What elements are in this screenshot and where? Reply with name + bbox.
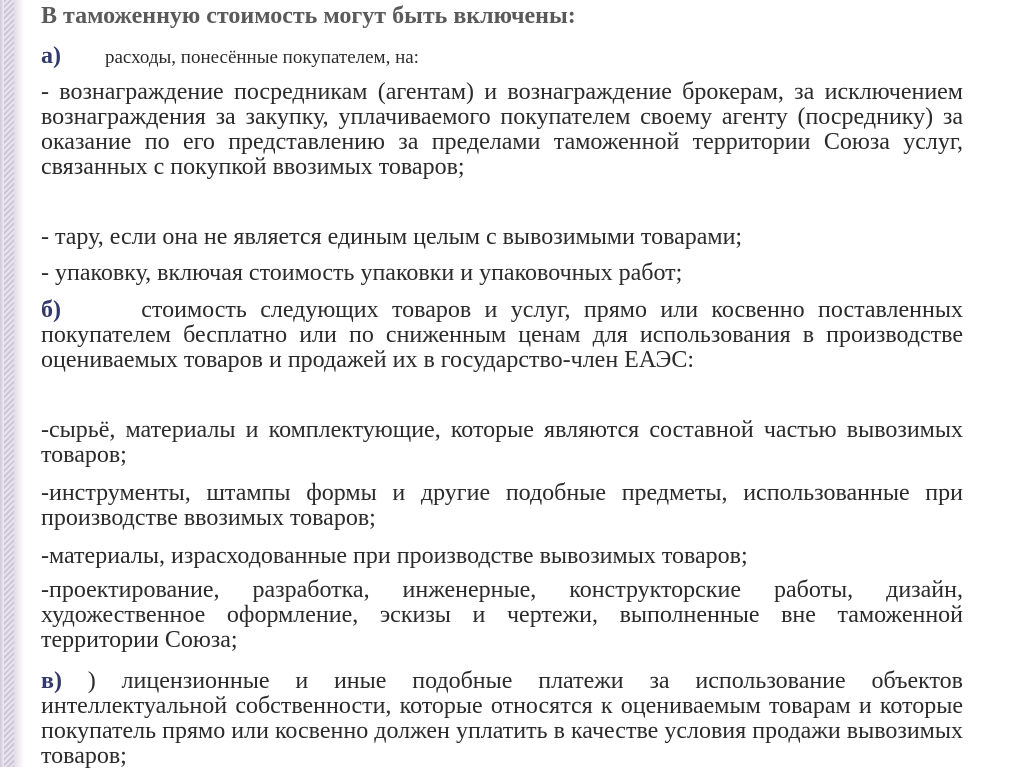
section-c-marker: в) bbox=[41, 668, 62, 694]
section-b-item-1: -сырьё, материалы и комплектующие, которые являются составной частью вывозимых товаров; bbox=[41, 417, 963, 468]
section-c-block bbox=[41, 669, 963, 769]
section-a-item-1: - вознаграждение посредникам (агентам) и вознаграждение брокерам, за исключением вознаграждения за закупку, уплачиваемого покупателем своему агенту (посреднику) за оказание по его представлению за пределами таможенной территории Союза услуг, связанных с покупкой ввозимых товаров; bbox=[41, 79, 963, 180]
section-b-item-4: -проектирование, разработка, инженерные, конструкторские работы, дизайн, художественное оформление, эскизы и чертежи, выполненные вне таможенной территории Союза; bbox=[41, 577, 963, 653]
section-a-intro: расходы, понесённые покупателем, на: bbox=[105, 47, 419, 68]
section-b-item-3: -материалы, израсходованные при производстве вывозимых товаров; bbox=[41, 543, 748, 569]
section-b-intro: стоимость следующих товаров и услуг, прямо или косвенно поставленных покупателем бесплатно или по сниженным ценам для использования в производстве оцениваемых товаров и продажей их в государство-член ЕАЭС: bbox=[41, 297, 963, 373]
section-b-intro-block bbox=[41, 298, 963, 373]
section-b-item-2: -инструменты, штампы формы и другие подобные предметы, использованные при производстве ввозимых товаров; bbox=[41, 480, 963, 531]
section-a-marker: а) bbox=[41, 43, 61, 69]
section-c-text: ) лицензионные и иные подобные платежи за использование объектов интеллектуальной собственности, которые относятся к оцениваемым товарам и которые покупатель прямо или косвенно должен уплатить в качестве условия продажи вывозимых товаров; bbox=[41, 668, 964, 769]
section-b-marker: б) bbox=[41, 297, 61, 323]
section-a-intro-line bbox=[41, 44, 963, 70]
section-a-item-2: - тару, если она не является единым целым с вывозимыми товарами; bbox=[41, 224, 743, 250]
heading: В таможенную стоимость могут быть включены: bbox=[41, 3, 576, 29]
section-a-item-3: - упаковку, включая стоимость упаковки и упаковочных работ; bbox=[41, 260, 683, 286]
